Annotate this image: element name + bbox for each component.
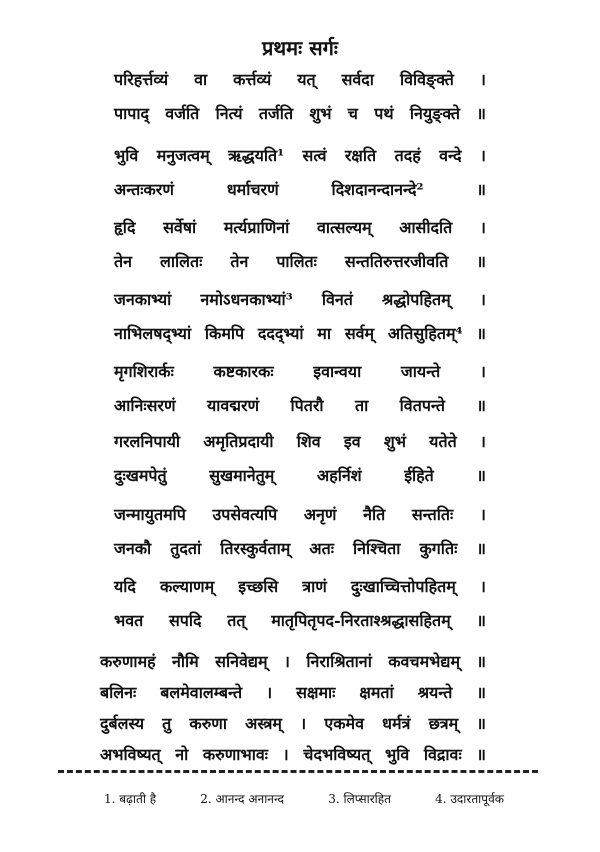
verse-word: क्षमतां	[359, 683, 394, 702]
verse-word: भुवि	[114, 146, 139, 165]
verse-word: श्रयन्ते	[417, 683, 453, 702]
verse-word: कष्टकारकः	[213, 362, 274, 381]
footnotes	[104, 790, 504, 807]
verse-word: शुभं	[309, 104, 332, 123]
verse-word: करुणाभावः	[202, 745, 268, 764]
verse-word: सर्वम्	[344, 324, 375, 343]
verse-word: ।	[479, 432, 486, 451]
verse-word: नमोऽधनकाभ्यां³	[200, 290, 293, 309]
verse-word: जायन्ते	[400, 362, 441, 381]
verse-word: बलिनः	[100, 683, 137, 702]
verse-word: सन्ततिः	[411, 505, 454, 524]
verse-line	[114, 609, 486, 631]
verse-line	[114, 503, 486, 525]
verse-line	[114, 102, 486, 124]
verse-word: जनकौ	[114, 539, 152, 558]
verse-word: एकमेव	[324, 714, 365, 733]
verse-word: निश्चिता	[353, 539, 401, 558]
verse-word: च	[347, 104, 358, 123]
verse-word: निराश्रितानां	[306, 652, 372, 671]
verse-word: कवचमभेद्यम्	[388, 652, 461, 671]
verse-word: ।	[282, 745, 289, 764]
footnote-item: 3. लिप्सारहित	[328, 792, 391, 806]
verse-line	[114, 288, 486, 310]
verse-word: मातृपितृपद-निरताश्श्रद्धासहितम्	[271, 611, 451, 630]
verse-word: मृगशिरार्कः	[114, 362, 174, 381]
verse-word: तेन	[230, 252, 249, 271]
verse-word: अतः	[309, 539, 334, 558]
verse-word: इच्छसि	[238, 577, 279, 596]
footnote-item: 2. आनन्द अनानन्द	[200, 792, 285, 806]
verse-word: पथं	[374, 104, 394, 123]
verse-word: ॥	[476, 652, 486, 671]
verse-word: तिरस्कुर्वताम्	[220, 539, 291, 558]
verse-word: बलमेवालम्बन्ते	[160, 683, 243, 702]
verse-word: ॥	[476, 252, 486, 271]
verse-line	[114, 322, 486, 344]
verse-word: ॥	[476, 683, 486, 702]
verse-word: ऋद्धयति¹	[228, 146, 285, 165]
verse-word: सुखमानेतुम्	[209, 466, 275, 485]
verse-word: अनृणं	[303, 505, 337, 524]
verse-word: विद्रावः	[423, 745, 462, 764]
verse-word: दिशदानन्दानन्दे²	[331, 180, 424, 199]
page-title: प्रथमः सर्गः	[262, 36, 338, 60]
verse-word: सनिवेद्यम्	[215, 652, 268, 671]
verse-word: ॥	[476, 714, 486, 733]
verse-word: कर्त्तव्यं	[233, 70, 272, 89]
verse-word: ॥	[476, 396, 486, 415]
verse-line	[114, 216, 486, 238]
verse-line	[100, 743, 486, 765]
verse-word: सर्वदा	[341, 70, 374, 89]
verse-word: दुःखमपेतुं	[114, 466, 167, 485]
verse-word: छत्रम्	[428, 714, 459, 733]
verse-word: जन्मायुतमपि	[114, 505, 186, 524]
verse-word: गरलनिपायी	[114, 432, 181, 451]
verse-word: तत्	[227, 611, 246, 630]
verse-line	[114, 250, 486, 272]
verse-word: अमृतिप्रदायी	[203, 432, 274, 451]
verse-word: ईहिते	[404, 466, 434, 485]
verse-word: यत्	[297, 70, 316, 89]
verse-word: भुवि	[384, 745, 410, 764]
verse-word: वा	[194, 70, 208, 89]
verse-word: करुणा	[189, 714, 227, 733]
verse-word: ॥	[476, 180, 486, 199]
verse-word: आसीदति	[399, 218, 453, 237]
verse-word: तु	[162, 714, 172, 733]
verse-word: आनिःसरणं	[114, 396, 176, 415]
verse-line	[114, 537, 486, 559]
verse-word: ।	[479, 362, 486, 381]
verse-word: ।	[479, 505, 486, 524]
verse-word: परिहर्त्तव्यं	[114, 70, 169, 89]
verse-word: ॥	[476, 611, 486, 630]
verse-line	[114, 575, 486, 597]
verse-word: अहर्निशं	[316, 466, 362, 485]
verse-word: सत्वं	[302, 146, 327, 165]
verse-word: अतिसुहितम्⁴	[387, 324, 463, 343]
verse-word: ॥	[476, 539, 486, 558]
verse-word: तेन	[114, 252, 133, 271]
verse-word: वितपन्ते	[399, 396, 445, 415]
verse-word: सन्ततिरुत्तरजीवति	[344, 252, 449, 271]
verse-word: वात्सल्यम्	[316, 218, 372, 237]
verse-word: इवान्वया	[313, 362, 362, 381]
verse-word: नाभिलषद्भ्यां	[114, 324, 192, 343]
verse-word: जनकाभ्यां	[114, 290, 172, 309]
verse-word: मर्त्यप्राणिनां	[223, 218, 290, 237]
verse-word: ।	[479, 218, 486, 237]
verse-word: धर्मत्रं	[382, 714, 411, 733]
verse-word: दुर्बलस्य	[100, 714, 144, 733]
verse-word: यावद्मरणं	[206, 396, 260, 415]
verse-word: पापाद्	[114, 104, 149, 123]
verse-word: ।	[479, 70, 486, 89]
verse-word: तदहं	[394, 146, 421, 165]
verse-word: ॥	[476, 104, 486, 123]
verse-word: अभविष्यत्	[100, 745, 161, 764]
verse-word: शिव	[296, 432, 321, 451]
verse-word: श्रद्धोपहितम्	[382, 290, 451, 309]
footnote-item: 4. उदारतापूर्वक	[435, 792, 504, 806]
verse-word: सर्वेषां	[163, 218, 197, 237]
footnote-separator	[58, 770, 538, 773]
verse-line	[114, 430, 486, 452]
verse-word: ।	[479, 577, 486, 596]
verse-line	[114, 394, 486, 416]
verse-word: भवत	[114, 611, 144, 630]
verse-word: सपदि	[168, 611, 202, 630]
verse-word: इव	[343, 432, 361, 451]
verse-word: पालितः	[276, 252, 317, 271]
verse-word: नित्यं	[215, 104, 243, 123]
verse-word: वन्दे	[439, 146, 462, 165]
verse-word: यतेते	[429, 432, 457, 451]
verse-word: ।	[300, 714, 307, 733]
verse-word: दुःखाच्चित्तोपहितम्	[350, 577, 456, 596]
verse-line	[114, 178, 486, 200]
verse-word: शुभं	[383, 432, 406, 451]
verse-word: विविङ्क्ते	[399, 70, 454, 89]
verse-word: नौमि	[172, 652, 199, 671]
verse-word: ।	[479, 146, 486, 165]
verse-word: ।	[479, 290, 486, 309]
verse-line	[114, 144, 486, 166]
verse-word: ॥	[476, 466, 486, 485]
verse-line	[100, 681, 486, 703]
verse-word: नैति	[363, 505, 386, 524]
verse-word: हृदि	[114, 218, 136, 237]
verse-word: ददद्भ्यां	[257, 324, 304, 343]
verse-word: लालितः	[160, 252, 203, 271]
verse-word: ।	[266, 683, 273, 702]
verse-word: यदि	[114, 577, 136, 596]
verse-word: कुगतिः	[419, 539, 458, 558]
verse-word: नो	[175, 745, 189, 764]
verse-word: चेदभविष्यत्	[303, 745, 371, 764]
verse-word: मनुजत्वम्	[156, 146, 210, 165]
verse-word: कल्याणम्	[160, 577, 215, 596]
verse-word: वर्जति	[165, 104, 200, 123]
footnote-item: 1. बढ़ाती है	[104, 792, 157, 806]
verse-word: ।	[283, 652, 290, 671]
verse-word: तर्जति	[258, 104, 294, 123]
verse-word: करुणामहं	[100, 652, 156, 671]
verse-line	[114, 464, 486, 486]
verse-line	[100, 650, 486, 672]
verse-word: रक्षति	[344, 146, 377, 165]
verse-word: अन्तःकरणं	[114, 180, 174, 199]
verse-word: ॥	[476, 324, 486, 343]
verse-line	[114, 360, 486, 382]
verse-word: अस्त्रम्	[245, 714, 283, 733]
verse-line	[114, 68, 486, 90]
verse-word: त्राणं	[302, 577, 327, 596]
verse-word: उपसेवत्यपि	[212, 505, 278, 524]
verse-word: किमपि	[204, 324, 245, 343]
verse-line	[100, 712, 486, 734]
verse-word: तुदतां	[170, 539, 202, 558]
verse-word: ॥	[476, 745, 486, 764]
verse-word: ता	[354, 396, 369, 415]
verse-word: पितरौ	[290, 396, 324, 415]
verse-word: नियुङ्क्ते	[409, 104, 461, 123]
verse-word: सक्षमाः	[296, 683, 336, 702]
verse-word: धर्माचरणं	[226, 180, 279, 199]
verse-word: विनतं	[321, 290, 353, 309]
verse-word: मा	[317, 324, 332, 343]
